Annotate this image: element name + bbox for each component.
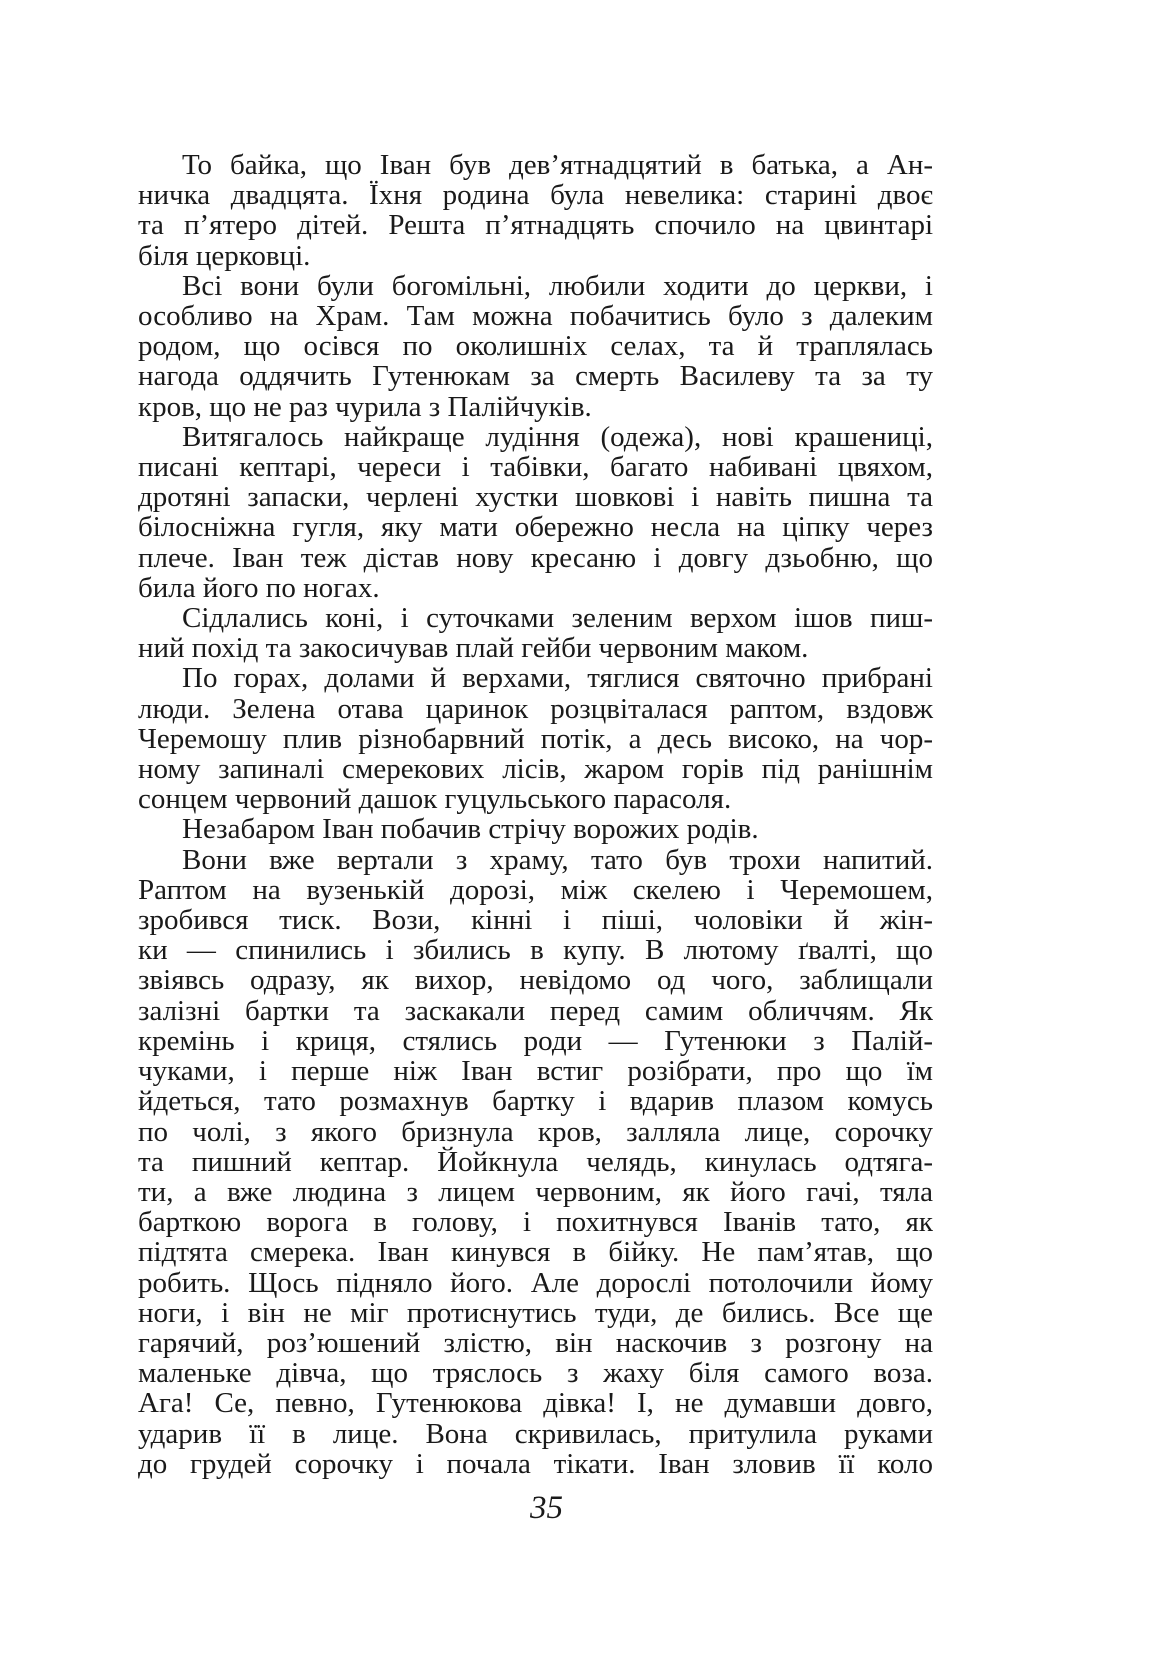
text-line: Ага! Се, певно, Гутенюкова дівка! І, не думавши довго, (138, 1387, 933, 1420)
text-line: по чолі, з якого бризнула кров, залляла лице, сорочку (138, 1115, 933, 1148)
text-line: Витягалось найкраще лудіння (одежа), нові крашениці, (182, 420, 933, 453)
text-line: ному запиналі смерекових лісів, жаром горів під ранішнім (138, 753, 933, 786)
text-line: звіявсь одразу, як вихор, невідомо од чого, заблищали (138, 964, 933, 997)
text-line: писані кептарі, череси і табівки, багато набивані цвяхом, (138, 451, 933, 484)
text-line: ний похід та закосичував плай гейби червоним маком. (138, 632, 809, 665)
text-line: гарячий, роз’юшений злістю, він наскочив з розгону на (138, 1326, 933, 1359)
text-line: То байка, що Іван був дев’ятнадцятий в батька, а Ан- (182, 149, 933, 181)
text-line: ничка двадцята. Їхня родина була невелика: старині двоє (138, 179, 933, 212)
text-line: По горах, долами й верхами, тяглися святочно прибрані (182, 662, 933, 695)
text-line: Всі вони були богомільні, любили ходити до церкви, і (182, 269, 933, 302)
text-line: та пишний кептар. Йойкнула челядь, кинулась одтяга- (138, 1145, 933, 1178)
page-number: 35 (530, 1490, 563, 1526)
text-line: родом, що осівся по околишніх селах, та й траплялась (138, 330, 933, 363)
text-line: маленьке дівча, що тряслось з жаху біля самого воза. (138, 1357, 933, 1390)
text-line: барткою ворога в голову, і похитнувся Іванів тато, як (138, 1206, 933, 1239)
text-line: залізні бартки та заскакали перед самим обличчям. Як (138, 994, 933, 1027)
text-line: особливо на Храм. Там можна побачитись було з далеким (138, 300, 933, 333)
text-line: чуками, і перше ніж Іван встиг розібрати, про що їм (138, 1055, 933, 1088)
text-line: йдеться, тато розмахнув бартку і вдарив плазом комусь (138, 1085, 933, 1118)
paragraph (138, 422, 933, 603)
text-line: кремінь і криця, стялись роди — Гутенюки з Палій- (138, 1024, 933, 1057)
text-line: Сідлались коні, і суточками зеленим верхом ішов пиш- (182, 602, 933, 635)
text-line: ки — спинились і збились в купу. В лютому ґвалті, що (138, 934, 933, 967)
text-line: ноги, і він не міг протиснутись туди, де бились. Все ще (138, 1296, 933, 1329)
text-line: била його по ногах. (138, 571, 380, 604)
paragraph (138, 150, 933, 271)
text-line: ударив її в лице. Вона скривилась, притулила руками (138, 1417, 933, 1450)
text-block (138, 150, 933, 1479)
paragraph (138, 603, 933, 663)
paragraph (138, 814, 933, 844)
text-line: дротяні запаски, черлені хустки шовкові і навіть пишна та (138, 481, 933, 514)
text-line: люди. Зелена отава царинок розцвіталася раптом, вздовж (138, 692, 933, 725)
text-line: та п’ятеро дітей. Решта п’ятнадцять спочило на цвинтарі (138, 209, 933, 242)
text-line: біля церковці. (138, 239, 311, 272)
text-line: підтята смерека. Іван кинувся в бійку. Не пам’ятав, що (138, 1236, 933, 1269)
paragraph (138, 845, 933, 1479)
text-line: Раптом на вузенькій дорозі, між скелею і Черемошем, (138, 873, 933, 906)
text-line: плече. Іван теж дістав нову кресаню і довгу дзьобню, що (138, 541, 933, 574)
text-line: Черемошу плив різнобарвний потік, а десь високо, на чор- (138, 722, 933, 755)
paragraph (138, 663, 933, 814)
text-line: зробився тиск. Вози, кінні і піші, чоловіки й жін- (138, 904, 933, 937)
text-line: Вони вже вертали з храму, тато був трохи напитий. (182, 843, 933, 876)
paragraph (138, 271, 933, 422)
text-line: робить. Щось підняло його. Але дорослі потолочили йому (138, 1266, 933, 1299)
text-line: до грудей сорочку і почала тікати. Іван зловив її коло (138, 1447, 933, 1480)
text-line: кров, що не раз чурила з Палійчуків. (138, 390, 592, 423)
text-line: білосніжна гугля, яку мати обережно несла на ціпку через (138, 511, 933, 544)
text-line: нагода оддячить Гутенюкам за смерть Василеву та за ту (138, 360, 933, 393)
text-line: ти, а вже людина з лицем червоним, як його гачі, тяла (138, 1175, 933, 1208)
text-line: Незабаром Іван побачив стрічу ворожих родів. (182, 813, 759, 846)
text-line: сонцем червоний дашок гуцульського парасоля. (138, 783, 732, 816)
